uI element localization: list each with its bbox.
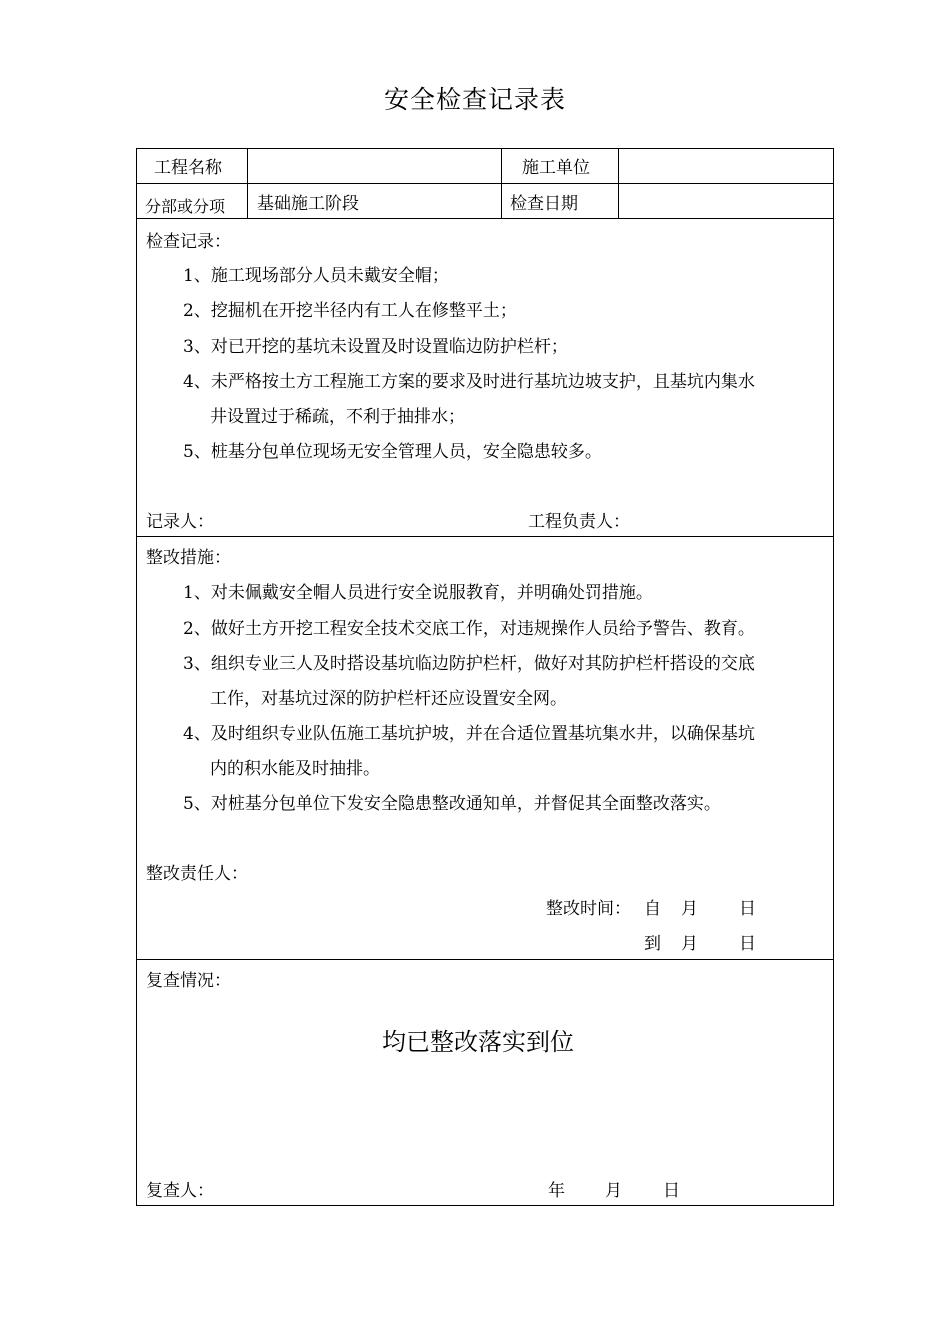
review-year-label: 年 xyxy=(548,1181,565,1201)
review-result: 均已整改落实到位 xyxy=(382,1028,574,1056)
rectification-item-continuation: 内的积水能及时抽排。 xyxy=(210,759,380,779)
from-day-label: 日 xyxy=(739,899,756,919)
row-divider xyxy=(136,183,834,184)
rectification-item: 1、对未佩戴安全帽人员进行安全说服教育，并明确处罚措施。 xyxy=(183,583,653,603)
rectification-item: 2、做好土方开挖工程安全技术交底工作，对违规操作人员给予警告、教育。 xyxy=(183,619,755,639)
page-title: 安全检查记录表 xyxy=(383,85,566,114)
inspection-label: 检查记录： xyxy=(146,232,231,252)
review-month-label: 月 xyxy=(605,1181,622,1201)
from-month-label: 月 xyxy=(681,899,698,919)
review-day-label: 日 xyxy=(663,1181,680,1201)
column-divider xyxy=(247,148,248,218)
responsible-label: 整改责任人： xyxy=(146,864,248,884)
inspection-item: 1、施工现场部分人员未戴安全帽； xyxy=(183,266,449,286)
rectification-item-continuation: 工作，对基坑过深的防护栏杆还应设置安全网。 xyxy=(210,689,567,709)
rectification-item: 4、及时组织专业队伍施工基坑护坡，并在合适位置基坑集水井，以确保基坑 xyxy=(183,724,755,744)
column-divider xyxy=(501,148,502,218)
inspection-item: 5、桩基分包单位现场无安全管理人员，安全隐患较多。 xyxy=(183,442,602,462)
construction-unit-label: 施工单位 xyxy=(522,158,590,178)
project-name-label: 工程名称 xyxy=(154,158,222,178)
inspection-item: 2、挖掘机在开挖半径内有工人在修整平土； xyxy=(183,301,517,321)
inspection-item: 3、对已开挖的基坑未设置及时设置临边防护栏杆； xyxy=(183,337,568,357)
recorder-label: 记录人： xyxy=(146,512,214,532)
rectification-item: 3、组织专业三人及时搭设基坑临边防护栏杆，做好对其防护栏杆搭设的交底 xyxy=(183,654,755,674)
to-month-label: 月 xyxy=(681,934,698,954)
check-date-label: 检查日期 xyxy=(510,194,578,214)
to-day-label: 日 xyxy=(739,934,756,954)
inspection-item: 4、未严格按土方工程施工方案的要求及时进行基坑边坡支护，且基坑内集水 xyxy=(183,372,755,392)
from-label: 自 xyxy=(644,899,661,919)
rectification-item: 5、对桩基分包单位下发安全隐患整改通知单，并督促其全面整改落实。 xyxy=(183,794,721,814)
rectification-label: 整改措施： xyxy=(146,548,231,568)
row-divider xyxy=(136,959,834,960)
subdivision-label: 分部或分项 xyxy=(145,197,226,216)
review-label: 复查情况： xyxy=(146,971,231,991)
rectification-time-label: 整改时间： xyxy=(546,899,631,919)
manager-label: 工程负责人： xyxy=(528,512,630,532)
inspection-item-continuation: 井设置过于稀疏，不利于抽排水； xyxy=(210,407,465,427)
row-divider xyxy=(136,536,834,537)
to-label: 到 xyxy=(644,934,661,954)
subdivision-value[interactable]: 基础施工阶段 xyxy=(257,194,359,214)
column-divider xyxy=(618,148,619,218)
row-divider xyxy=(136,218,834,219)
reviewer-label: 复查人： xyxy=(146,1181,214,1201)
